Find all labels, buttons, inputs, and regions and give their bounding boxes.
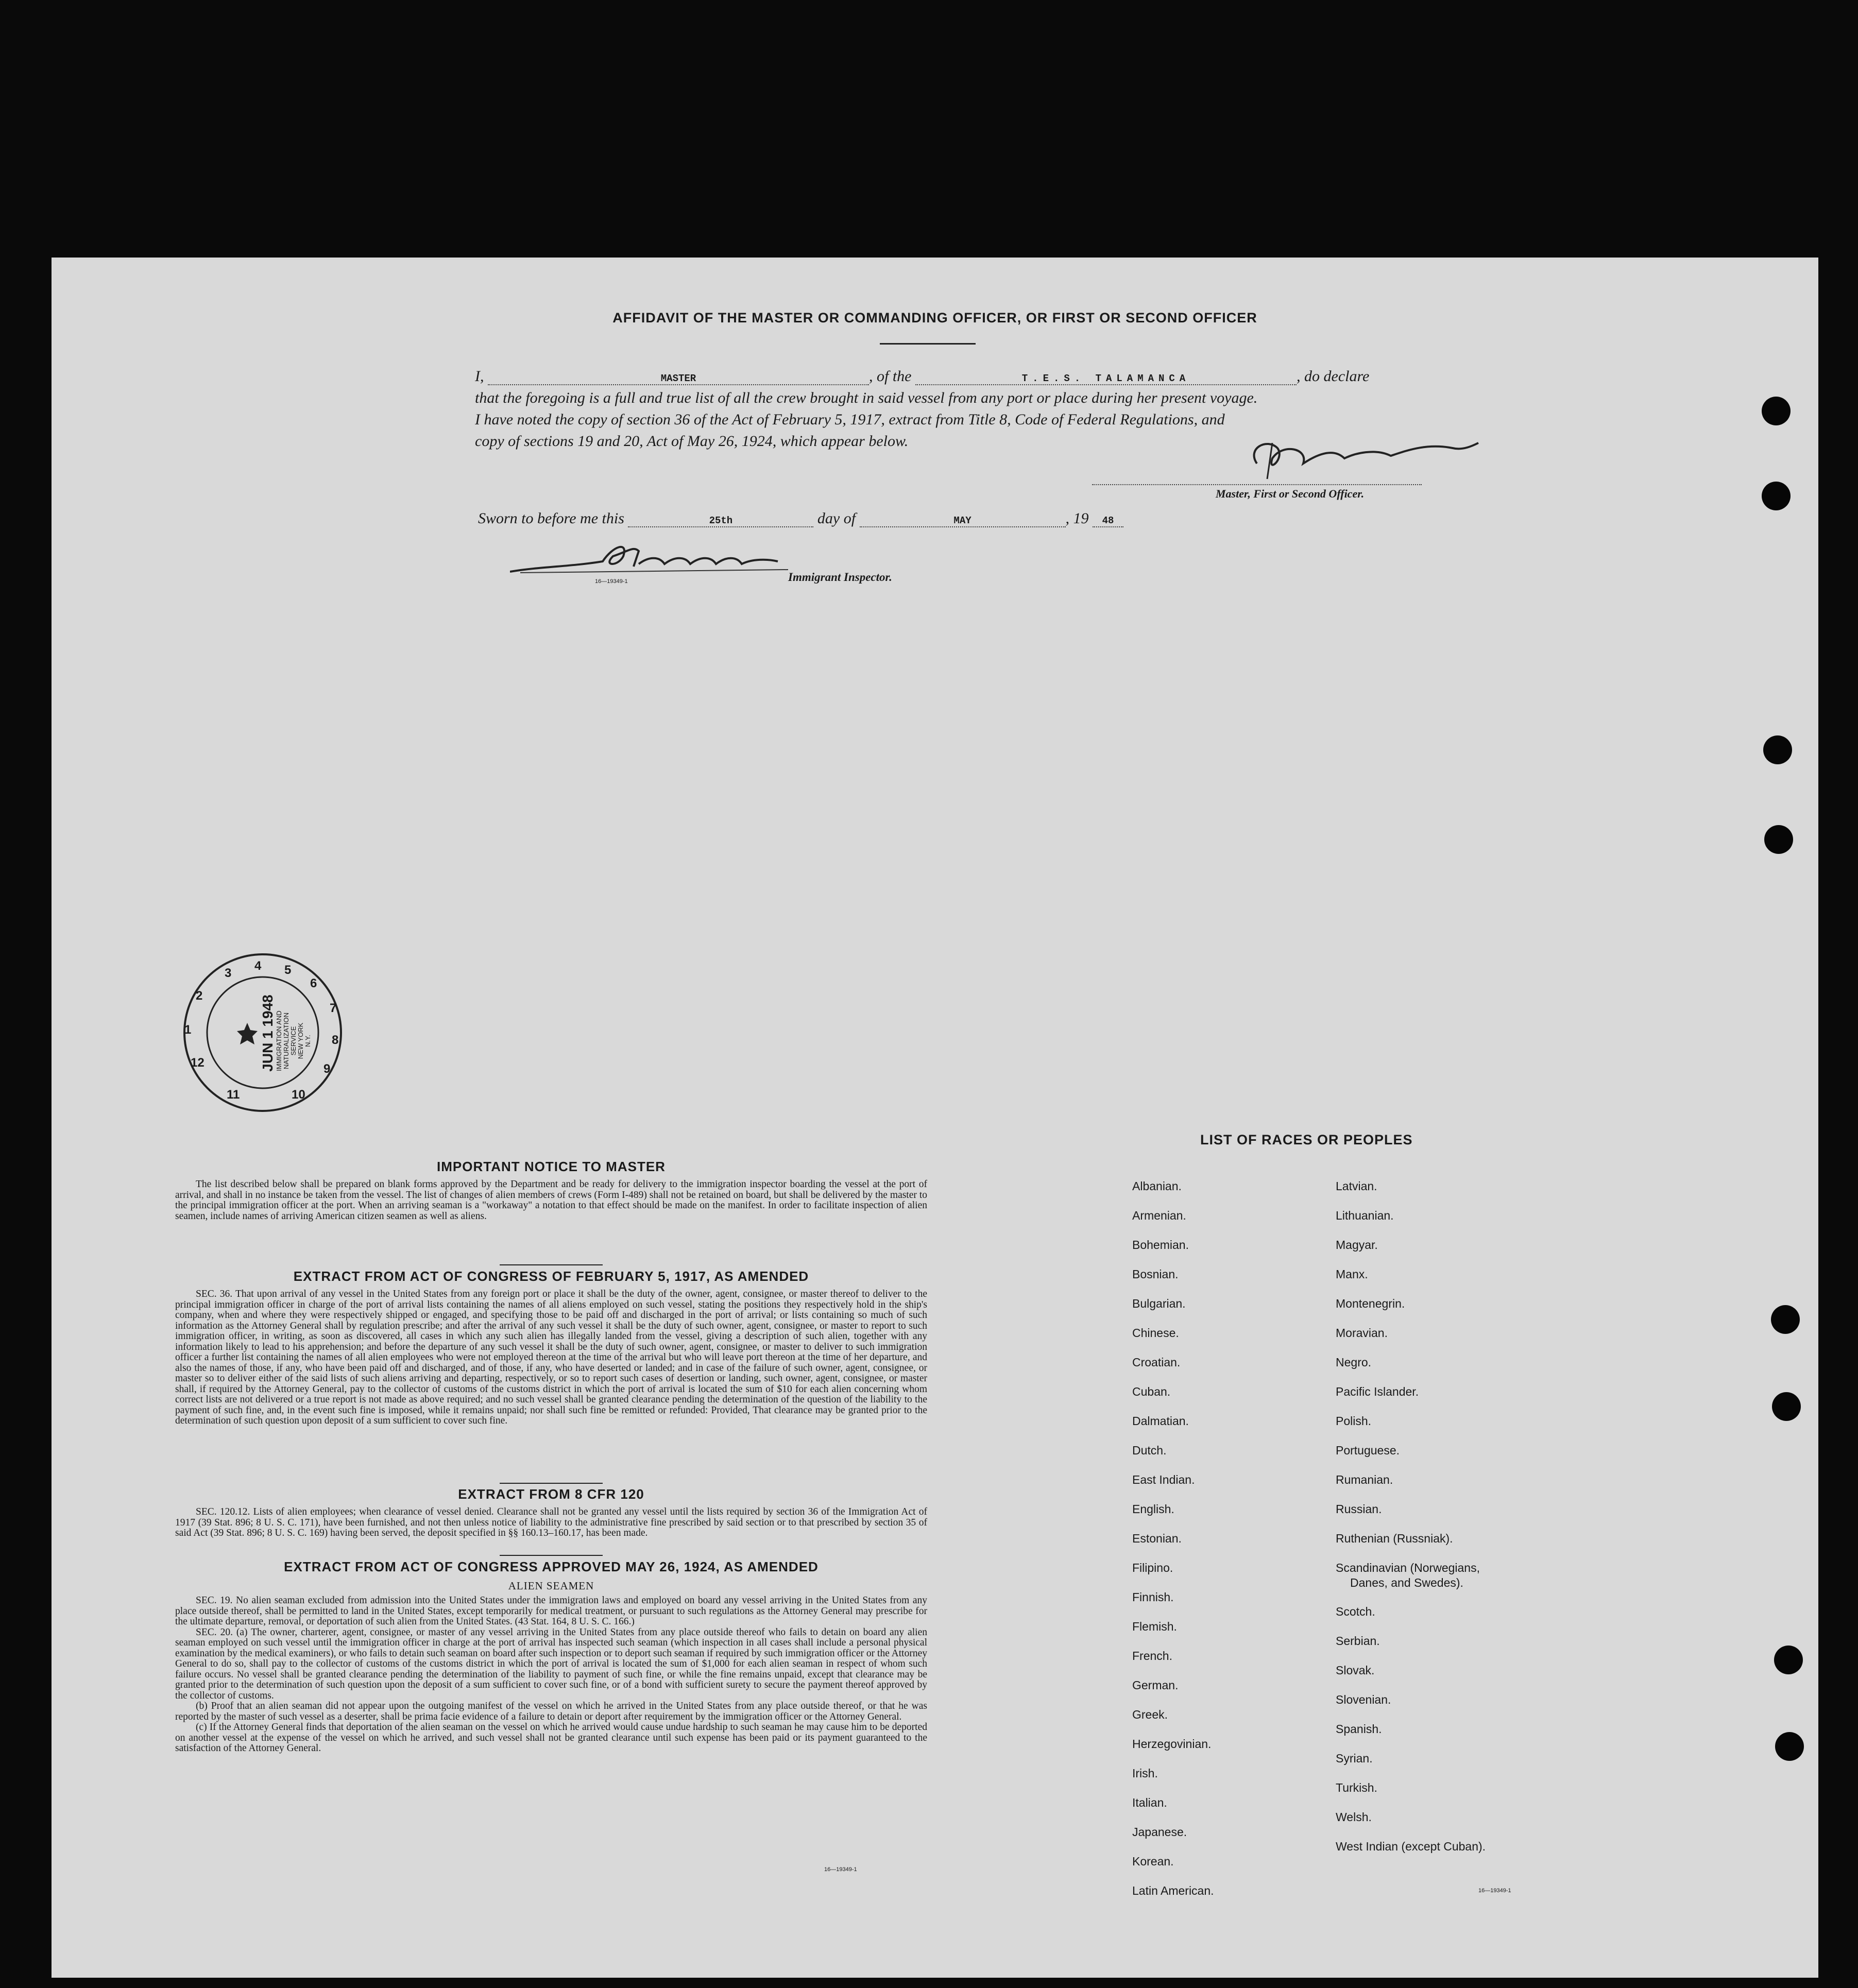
- master-caption: Master, First or Second Officer.: [1216, 487, 1365, 500]
- race-item: Slovak.: [1336, 1664, 1375, 1677]
- race-item: Danes, and Swedes).: [1350, 1576, 1463, 1589]
- race-item: Latin American.: [1132, 1884, 1214, 1897]
- sec20a-text: SEC. 20. (a) The owner, charterer, agent, consignee, or master of any vessel arriving in the United States from any place outside thereof who fails to detain on board any alien seaman employed on such vessel until the immigration officer in charge at the port of arrival has inspected such seaman (which inspection in all cases shall include a personal physical examination by the medical examiners), or who fails to detain such seaman on board after such inspection or to deport such seaman if required by such immigration officer or the Attorney General to do so, shall pay to the collector of customs of the customs district in which the port of arrival is located the sum of $1,000 for each alien seaman in respect of whom such failure occurs. No vessel shall be granted clearance pending the determination of the liability to payment of such fine, or while the fine remains unpaid, except that clearance may be granted prior to the determination of such question upon the deposit of a sum sufficient to cover such fine, or of a bond with sufficient surety to secure the payment thereof approved by the collector of customs.: [175, 1626, 927, 1701]
- affidavit-title: AFFIDAVIT OF THE MASTER OR COMMANDING OFFICER, OR FIRST OR SECOND OFFICER: [612, 310, 1257, 325]
- race-item: Manx.: [1336, 1267, 1368, 1281]
- race-item: Russian.: [1336, 1502, 1382, 1516]
- inspector-form-no: 16—19349-1: [595, 578, 628, 585]
- date-stamp: [175, 948, 350, 1118]
- day-field: 25th: [628, 515, 813, 527]
- race-item: Greek.: [1132, 1708, 1168, 1721]
- stamp-number-8: 8: [332, 1033, 339, 1047]
- punch-hole-icon: [1762, 397, 1791, 425]
- race-item: Scotch.: [1336, 1605, 1375, 1618]
- extract-1924-body: [175, 1596, 927, 1754]
- race-item: Japanese.: [1132, 1825, 1187, 1839]
- race-item: Armenian.: [1132, 1209, 1186, 1222]
- master-signature-line: [1092, 484, 1422, 485]
- extract-1917-text: SEC. 36. That upon arrival of any vessel in the United States from any foreign port or place it shall be the duty of the owner, agent, consignee, or master thereof to deliver to the principal immigration officer in charge of the port of arrival lists containing the names of all aliens employed on such vessel, stating the positions they respectively hold in the ship's company, when and where they were respectively shipped or engaged, and specifying those to be paid off and discharged in the port of arrival; or lists containing so much of such information as the Attorney General shall by regulation prescribe; and after the arrival of any such vessel it shall be the duty of such owner, agent, consignee, or master to report to such immigration officer, in writing, as soon as discovered, all cases in which any such alien has illegally landed from the vessel, giving a description of such alien, together with any information likely to lead to his apprehension; and before the departure of any such vessel it shall be the duty of such owner, agent, consignee, or master to deliver to such immigration officer a further list containing the names of all alien employees who were not employed thereon at the time of the arrival but who will leave port thereon at the time of her departure, and also the names of those, if any, who have been paid off and discharged, and of those, if any, who have deserted or landed; and in case of the failure of such owner, agent, consignee, or master so to deliver either of the said lists of such aliens arriving and departing, respectively, or so to report such cases of desertion or landing, such owner, agent, consignee, or master shall, if required by the Attorney General, pay to the collector of customs of the customs district in which the port of arrival is located the sum of $10 for each alien concerning whom correct lists are not delivered or a true report is not made as above required; and no such vessel shall be granted clearance pending the determination of the question of the liability to the payment of such fine, and, in the event such fine is imposed, while it remains unpaid; nor shall such fine be remitted or refunded: Provided, That clearance may be granted prior to the determination of such question upon deposit of a sum sufficient to cover such fine.: [175, 1289, 927, 1426]
- stamp-number-6: 6: [310, 976, 317, 990]
- punch-hole-icon: [1772, 1392, 1801, 1421]
- race-item: Magyar.: [1336, 1238, 1378, 1252]
- stamp-number-1: 1: [184, 1023, 192, 1037]
- affidavit-i: I,: [475, 368, 484, 385]
- race-item: East Indian.: [1132, 1473, 1195, 1486]
- stamp-number-11: 11: [227, 1088, 240, 1102]
- extract-cfr-title: EXTRACT FROM 8 CFR 120: [458, 1486, 644, 1502]
- race-item: Bohemian.: [1132, 1238, 1189, 1252]
- stamp-number-5: 5: [284, 963, 292, 977]
- rule-2: [500, 1483, 603, 1484]
- stamp-number-12: 12: [191, 1056, 204, 1070]
- stamp-agency-line2: NATURALIZATION: [282, 1012, 290, 1070]
- race-item: Italian.: [1132, 1796, 1167, 1809]
- race-item: Filipino.: [1132, 1561, 1173, 1574]
- race-item: Finnish.: [1132, 1590, 1174, 1604]
- notice-title: IMPORTANT NOTICE TO MASTER: [437, 1159, 666, 1174]
- extract-cfr-text: SEC. 120.12. Lists of alien employees; when clearance of vessel denied. Clearance shall not be granted any vessel until the lists required by section 36 of the Immigration Act of 1917 (39 Stat. 896; 8 U. S. C. 171), have been furnished, and not then unless notice of liability to the administrative fine prescribed by said section or to that prescribed by section 35 of said Act (39 Stat. 896; 8 U. S. C. 169) having been served, the deposit specified in §§ 160.13–160.17, has been made.: [175, 1506, 927, 1538]
- race-item: Polish.: [1336, 1414, 1372, 1428]
- extract-1924-title: EXTRACT FROM ACT OF CONGRESS APPROVED MAY 26, 1924, AS AMENDED: [284, 1559, 819, 1574]
- stamp-agency-line1: IMMIGRATION AND: [275, 1010, 283, 1071]
- notice-text: The list described below shall be prepared on blank forms approved by the Department and be ready for delivery to the immigration inspector boarding the vessel at the port of arrival, and shall in no instance be taken from the vessel. The list of changes of alien members of crews (Form I-489) shall not be retained on board, but shall be delivered by the master to the principal immigration officer at the port. When an arriving seaman is a "workaway" a notation to that effect should be made on the manifest. In order to facilitate inspection of alien seamen, include names of arriving American citizen seamen as well as aliens.: [175, 1179, 927, 1222]
- race-item: Rumanian.: [1336, 1473, 1393, 1486]
- extract-form-no: 16—19349-1: [824, 1866, 857, 1873]
- race-item: Dutch.: [1132, 1444, 1167, 1457]
- race-item: German.: [1132, 1678, 1179, 1692]
- sworn-line: [478, 510, 1123, 527]
- races-col1: [1132, 1179, 1214, 1913]
- race-item: Estonian.: [1132, 1532, 1182, 1545]
- race-item: Lithuanian.: [1336, 1209, 1394, 1222]
- inspector-signature: [510, 536, 798, 577]
- affidavit-line3: I have noted the copy of section 36 of the Act of February 5, 1917, extract from Title 8, Code of Federal Regulations, and: [475, 411, 1225, 428]
- sec20c-text: (c) If the Attorney General finds that deportation of the alien seaman on the vessel on which he arrived would cause undue hardship to such seaman he may cause him to be deported on another vessel at the expense of the vessel on which he arrived, and such vessel shall not be granted clearance until such expense has been paid or its payment guaranteed to the satisfaction of the Attorney General.: [175, 1722, 927, 1754]
- stamp-agency-line4: NEW YORK: [297, 1022, 304, 1059]
- affidavit-declare: , do declare: [1297, 368, 1370, 385]
- race-item: Herzegovinian.: [1132, 1737, 1212, 1751]
- stamp-number-3: 3: [225, 966, 232, 980]
- race-item: Flemish.: [1132, 1620, 1177, 1633]
- stamp-number-2: 2: [196, 989, 203, 1003]
- punch-hole-icon: [1774, 1646, 1803, 1674]
- stamp-number-10: 10: [292, 1088, 305, 1102]
- race-item: Moravian.: [1336, 1326, 1388, 1340]
- races-col2: [1336, 1179, 1486, 1869]
- extract-1924-subtitle: ALIEN SEAMEN: [508, 1580, 594, 1592]
- stamp-agency-line3: SERVICE: [289, 1026, 297, 1056]
- stamp-agency: [276, 979, 312, 1103]
- race-item: Slovenian.: [1336, 1693, 1391, 1706]
- officer-field: MASTER: [488, 373, 869, 385]
- race-item: Ruthenian (Russniak).: [1336, 1532, 1453, 1545]
- race-item: Croatian.: [1132, 1356, 1181, 1369]
- punch-hole-icon: [1762, 482, 1791, 510]
- punch-hole-icon: [1771, 1305, 1800, 1334]
- race-item: West Indian (except Cuban).: [1336, 1840, 1486, 1853]
- race-item: Serbian.: [1336, 1634, 1380, 1648]
- race-item: Scandinavian (Norwegians,: [1336, 1561, 1480, 1574]
- affidavit-line4: copy of sections 19 and 20, Act of May 26, 1924, which appear below.: [475, 433, 909, 450]
- year-prefix: , 19: [1065, 510, 1089, 527]
- races-title: LIST OF RACES OR PEOPLES: [1200, 1132, 1413, 1147]
- race-item: Bosnian.: [1132, 1267, 1179, 1281]
- race-item: Latvian.: [1336, 1179, 1377, 1193]
- master-signature: [1236, 427, 1484, 484]
- race-item: French.: [1132, 1649, 1172, 1663]
- stamp-agency-line5: N.Y.: [304, 1035, 312, 1047]
- race-item: Portuguese.: [1336, 1444, 1400, 1457]
- stamp-number-9: 9: [323, 1062, 331, 1076]
- vessel-field: T.E.S. TALAMANCA: [915, 373, 1297, 385]
- race-item: Irish.: [1132, 1767, 1158, 1780]
- affidavit-of-the: , of the: [869, 368, 912, 385]
- affidavit-line2: that the foregoing is a full and true list of all the crew brought in said vessel from any port or place during her present voyage.: [475, 389, 1258, 406]
- inspector-caption: Immigrant Inspector.: [788, 571, 892, 584]
- stamp-number-7: 7: [330, 1001, 337, 1015]
- race-item: Welsh.: [1336, 1810, 1372, 1824]
- day-of-text: day of: [817, 510, 856, 527]
- punch-hole-icon: [1775, 1732, 1804, 1761]
- sec20b-text: (b) Proof that an alien seaman did not appear upon the outgoing manifest of the vessel on which he arrived in the United States from any place outside thereof, or that he was reported by the master of such vessel as a deserter, shall be prima facie evidence of a failure to detain or deport after requirement by the immigration officer or the Attorney General.: [175, 1701, 927, 1722]
- race-item: Syrian.: [1336, 1752, 1373, 1765]
- punch-hole-icon: [1763, 735, 1792, 764]
- punch-hole-icon: [1764, 825, 1793, 854]
- sworn-text: Sworn to before me this: [478, 510, 624, 527]
- rule-3: [500, 1555, 603, 1556]
- race-item: Cuban.: [1132, 1385, 1171, 1398]
- race-item: Korean.: [1132, 1855, 1174, 1868]
- rule-1: [500, 1264, 603, 1265]
- race-item: Turkish.: [1336, 1781, 1377, 1794]
- race-item: English.: [1132, 1502, 1174, 1516]
- race-item: Pacific Islander.: [1336, 1385, 1419, 1398]
- sec19-text: SEC. 19. No alien seaman excluded from admission into the United States under the immigration laws and employed on board any vessel arriving in the United States from any place outside thereof, shall be permitted to land in the United States, except temporarily for medical treatment, or pursuant to such regulations as the Attorney General may prescribe for the ultimate departure, removal, or deportation of such alien from the United States. (43 Stat. 164, 8 U. S. C. 166.): [175, 1595, 927, 1627]
- month-field: MAY: [860, 515, 1066, 527]
- year-field: 48: [1093, 515, 1123, 527]
- race-item: Chinese.: [1132, 1326, 1179, 1340]
- race-item: Spanish.: [1336, 1722, 1382, 1736]
- document-page: [52, 258, 1818, 1978]
- stamp-number-4: 4: [254, 959, 262, 973]
- race-item: Negro.: [1336, 1356, 1372, 1369]
- title-rule: [880, 343, 976, 345]
- race-item: Dalmatian.: [1132, 1414, 1189, 1428]
- affidavit-line1: [475, 368, 1369, 385]
- stamp-date: JUN 1 1948: [260, 995, 276, 1072]
- race-item: Albanian.: [1132, 1179, 1182, 1193]
- races-form-no: 16—19349-1: [1478, 1888, 1511, 1894]
- race-item: Bulgarian.: [1132, 1297, 1186, 1310]
- race-item: Montenegrin.: [1336, 1297, 1405, 1310]
- stamp-emblem-icon: [232, 1019, 263, 1050]
- extract-1917-title: EXTRACT FROM ACT OF CONGRESS OF FEBRUARY 5, 1917, AS AMENDED: [293, 1269, 809, 1284]
